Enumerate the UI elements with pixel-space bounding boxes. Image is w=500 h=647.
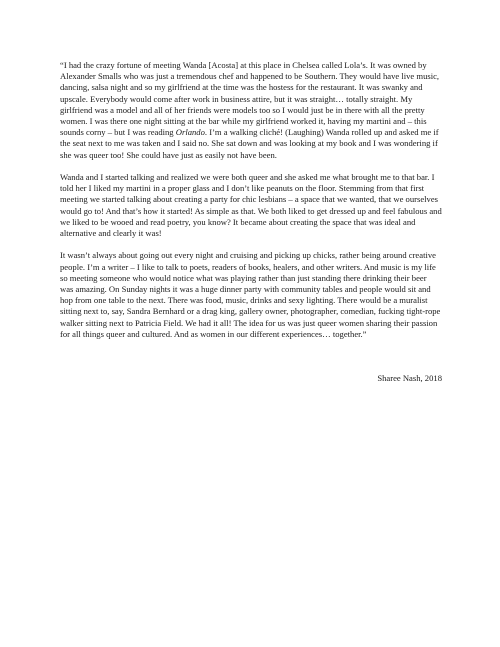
- quote-paragraph-1: [60, 60, 442, 161]
- attribution: Sharee Nash, 2018: [377, 373, 442, 383]
- book-title-orlando: Orlando: [175, 127, 205, 138]
- quote-paragraph-1-text-a: “I had the crazy fortune of meeting Wanda [Acosta] at this place in Chelsea called Lola’s. It was owned by Alexander Smalls who was just a tremendous chef and happened to be Southern. They would have live music, dancing, salsa night and so my girlfriend at the time was the hostess for the restaurant. It was swanky and upscale. Everybody would come after work in business attire, but it was straight… totally straight. My girlfriend was a model and all of her friends were models too so I would just be in there with all the pretty women. I was there one night sitting at the bar while my girlfriend worked it, having my martini and – this sounds corny – but I was reading: [60, 60, 440, 138]
- quote-paragraph-2: Wanda and I started talking and realized we were both queer and she asked me what brought me to that bar. I told her I liked my martini in a proper glass and I don’t like peanuts on the floor. Stemming from that first meeting we started talking about creating a party for chic lesbians – a space that we wanted, that we ourselves would go to! And that’s how it started! As simple as that. We both liked to get dressed up and feel fabulous and we liked to be wooed and read poetry, you know? It became about creating the space that was ideal and alternative and clearly it was!: [60, 172, 442, 239]
- quote-paragraph-3: It wasn’t always about going out every night and cruising and picking up chicks, rather being around creative people. I’m a writer – I like to talk to poets, readers of books, healers, and other writers. And music is my life so meeting someone who would notice what was playing rather than just standing there drinking their beer was amazing. On Sunday nights it was a huge dinner party with community tables and people would sit and hop from one table to the next. There was food, music, drinks and sexy lighting. There would be a muralist sitting next to, say, Sandra Bernhard or a drag king, gallery owner, photographer, comedian, fucking tight-rope walker sitting next to Patricia Field. We had it all! The idea for us was just queer women sharing their passion for all things queer and cultured. And as women in our different experiences… together.”: [60, 250, 441, 339]
- quote-paragraph-1-text-b: . I’m a walking cliché! (Laughing) Wanda rolled up and asked me if the seat next to me was taken and I said no. She sat down and was looking at my book and I was wondering if she was queer too! She could have just as easily not have been.: [60, 127, 439, 160]
- quote-body: [60, 60, 442, 340]
